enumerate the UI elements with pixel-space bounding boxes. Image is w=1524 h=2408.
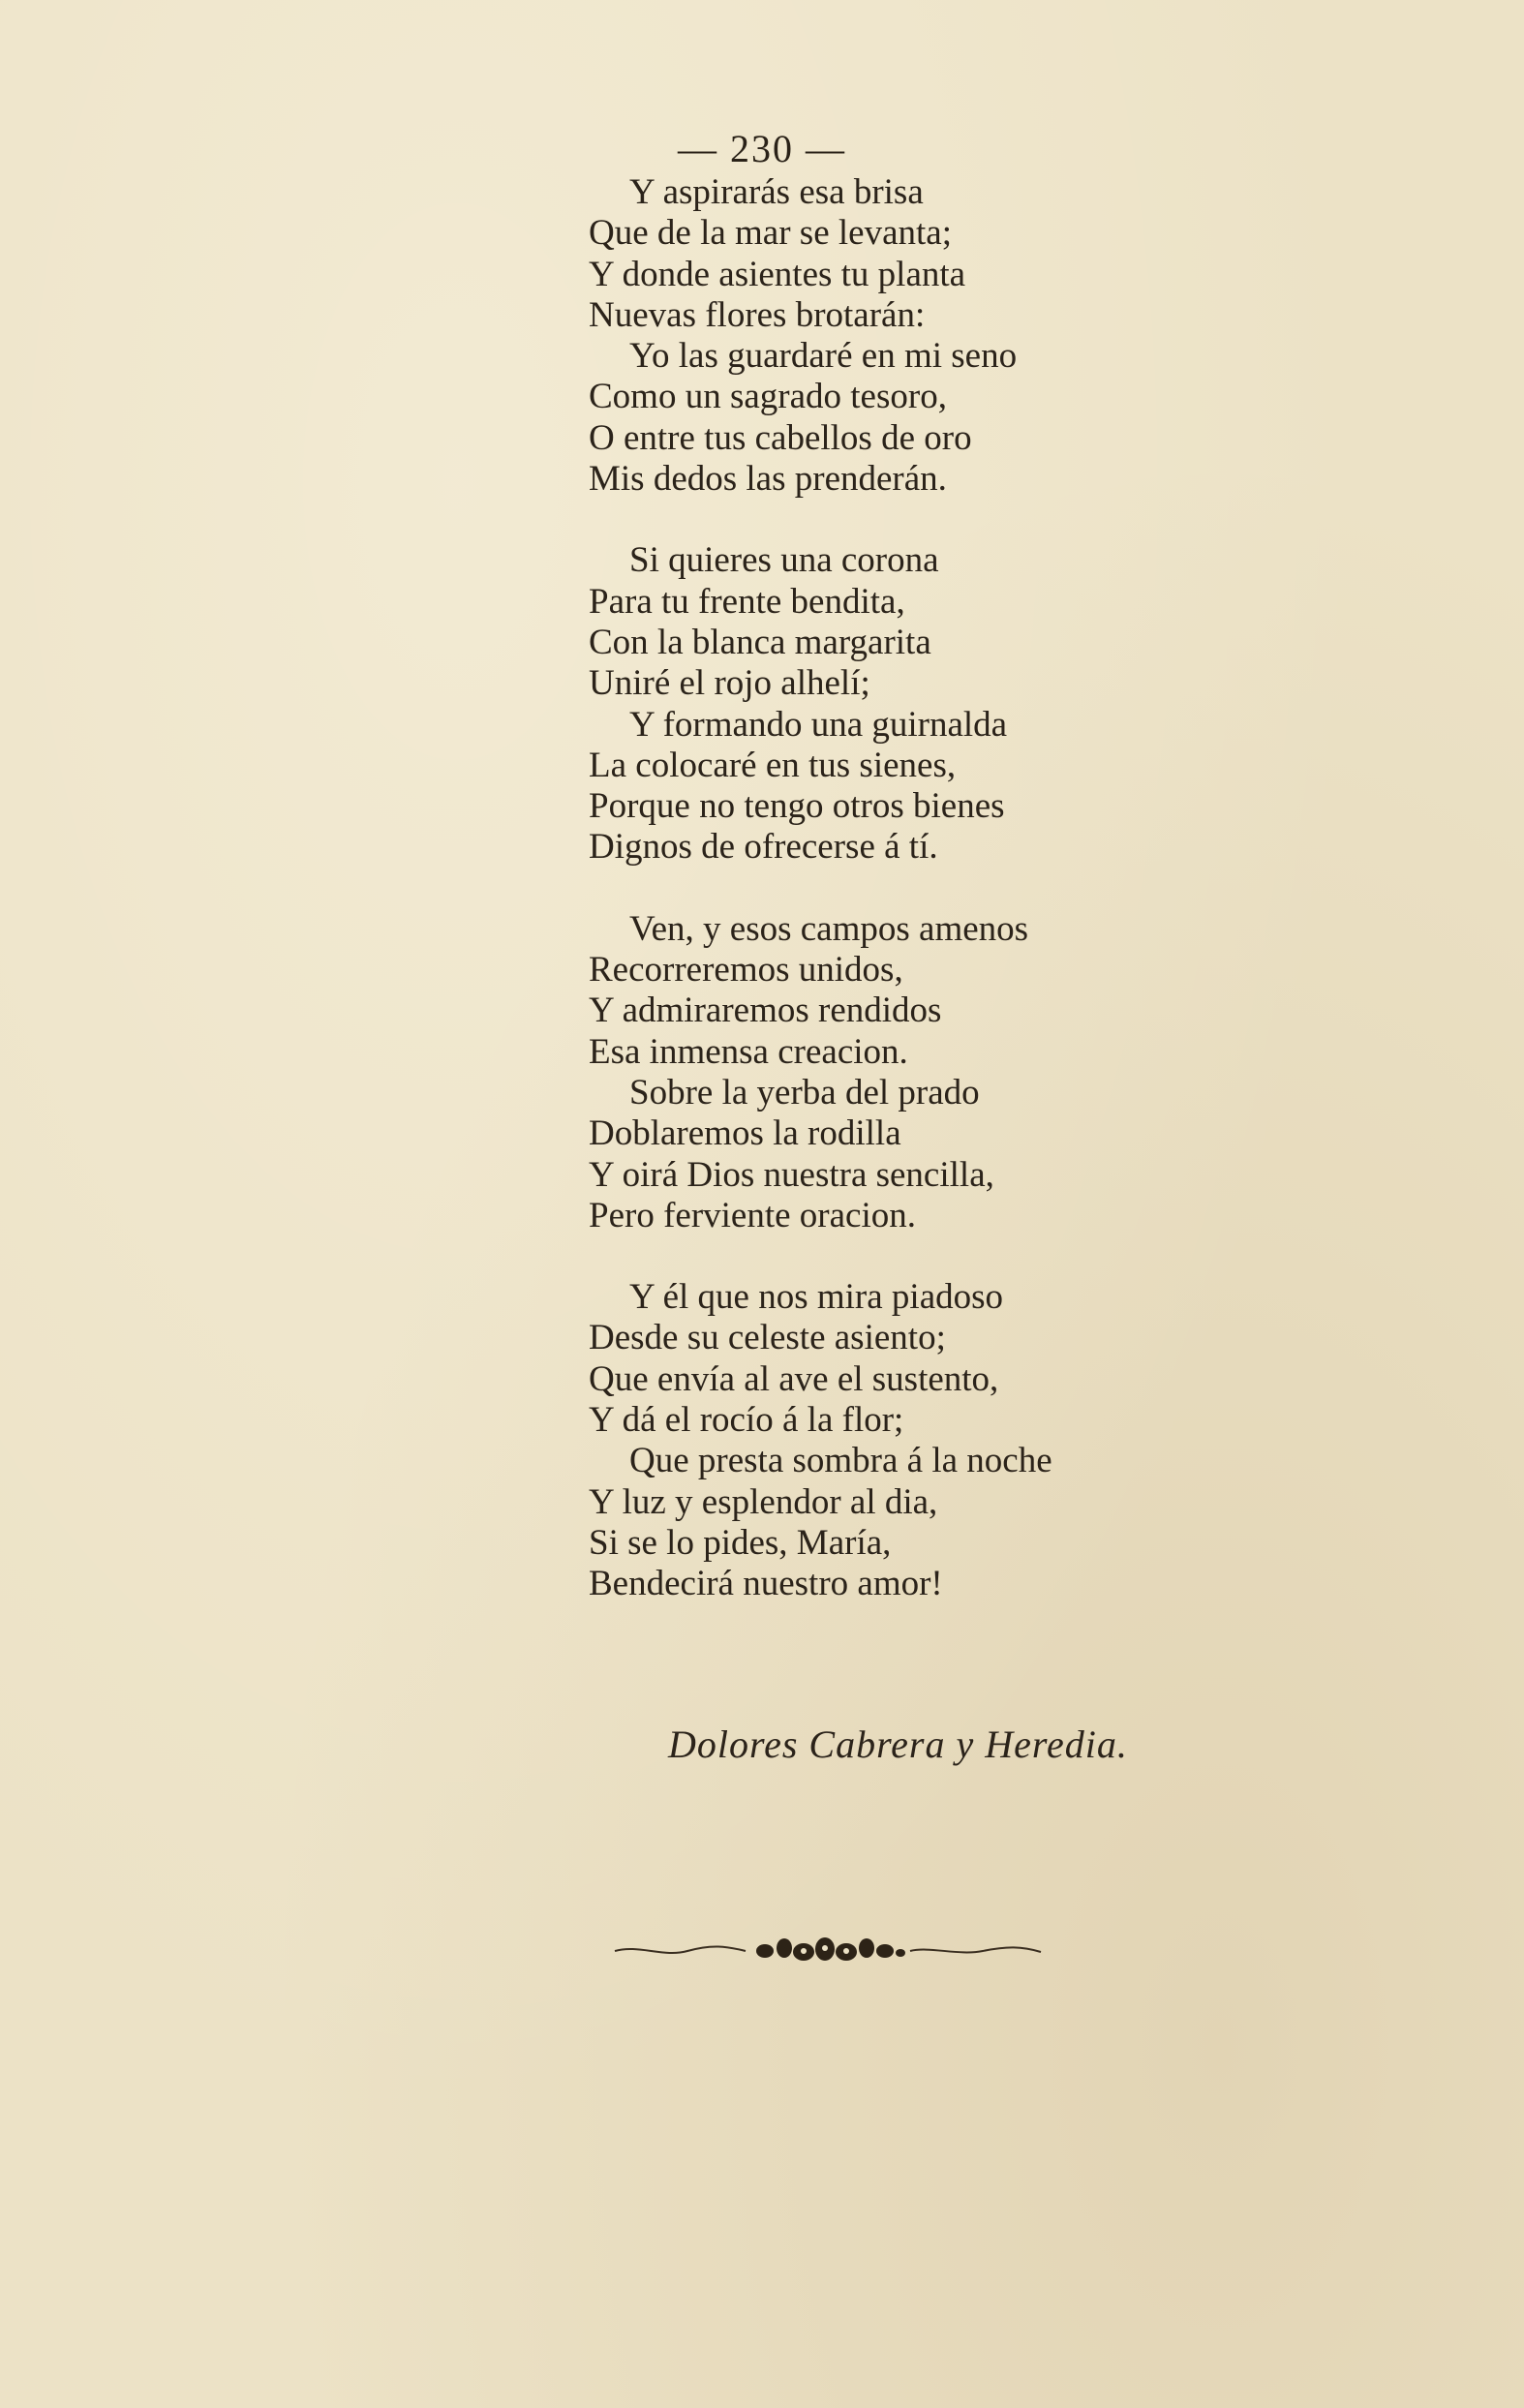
poem-line: Mis dedos las prenderán. [589, 459, 947, 500]
poem-line: Con la blanca margarita [589, 622, 931, 662]
poem-line: Y admiraremos rendidos [589, 991, 942, 1031]
poem-line: Y donde asientes tu planta [589, 254, 966, 294]
poem-line: La colocaré en tus sienes, [589, 745, 957, 785]
stanza-1 [589, 172, 1441, 500]
poem-line: Dignos de ofrecerse á tí. [589, 827, 938, 868]
poem-line: Que presta sombra á la noche [629, 1441, 1052, 1481]
poem-line: Como un sagrado tesoro, [589, 377, 947, 417]
poem-line: Yo las guardaré en mi seno [629, 336, 1018, 377]
stanza-4 [589, 1277, 1441, 1604]
poem-line: Y formando una guirnalda [629, 704, 1008, 745]
poem-line: Que envía al ave el sustento, [589, 1358, 999, 1399]
poem [589, 172, 1441, 1646]
page-number: — 230 — [678, 127, 846, 170]
poem-line: Uniré el rojo alhelí; [589, 663, 870, 704]
poem-line: Que de la mar se levanta; [589, 213, 952, 254]
poem-line: Nuevas flores brotarán: [589, 294, 926, 335]
poem-line: Y luz y esplendor al dia, [589, 1481, 938, 1522]
poem-line: Ven, y esos campos amenos [629, 908, 1029, 949]
poem-line: Desde su celeste asiento; [589, 1318, 946, 1358]
poem-line: Para tu frente bendita, [589, 581, 905, 622]
poem-line: Y dá el rocío á la flor; [589, 1400, 904, 1441]
poem-line: Y oirá Dios nuestra sencilla, [589, 1154, 994, 1195]
poem-line: Recorreremos unidos, [589, 950, 903, 991]
poem-line: O entre tus cabellos de oro [589, 417, 972, 458]
poem-line: Si quieres una corona [629, 540, 939, 581]
ornament-divider-icon [610, 1927, 1046, 1975]
poem-line: Porque no tengo otros bienes [589, 786, 1005, 827]
poem-line: Bendecirá nuestro amor! [589, 1564, 943, 1604]
poem-line: Esa inmensa creacion. [589, 1031, 908, 1072]
author-signature: Dolores Cabrera y Heredia. [668, 1722, 1128, 1766]
poem-line: Doblaremos la rodilla [589, 1113, 901, 1154]
stanza-2 [589, 540, 1441, 868]
poem-line: Si se lo pides, María, [589, 1522, 892, 1563]
poem-line: Y aspirarás esa brisa [629, 172, 924, 212]
poem-line: Y él que nos mira piadoso [629, 1277, 1004, 1318]
stanza-3 [589, 909, 1441, 1236]
poem-line: Pero ferviente oracion. [589, 1195, 916, 1235]
poem-line: Sobre la yerba del prado [629, 1072, 980, 1113]
